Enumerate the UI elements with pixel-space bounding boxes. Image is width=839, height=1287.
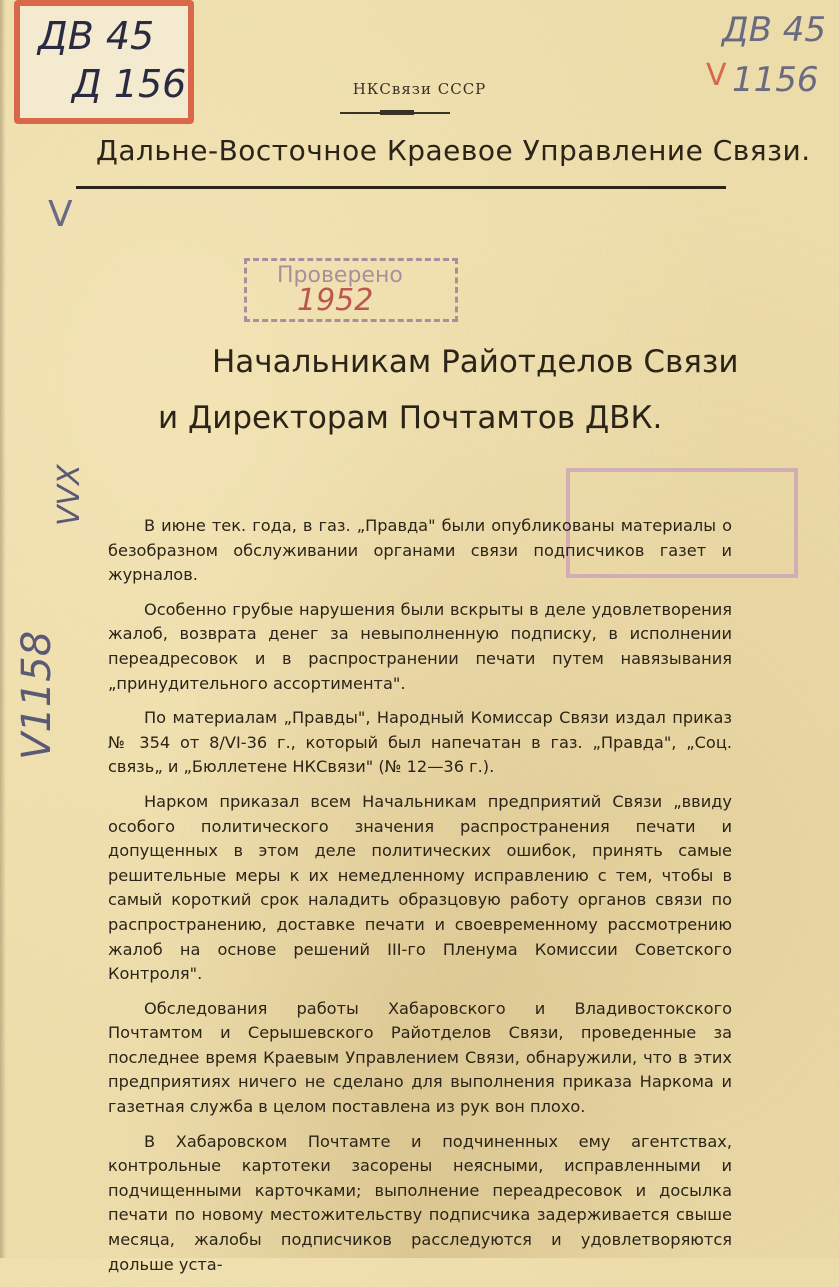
verification-stamp-year: 1952 [297,283,374,318]
header-rule [76,186,726,189]
address-line-1: Начальникам Райотделов Связи [212,344,739,380]
paragraph: Особенно грубые нарушения были вскрыты в деле удовлетворения жалоб, возврата денег за невыполненную подписку, в исполнении переадресовок и в распространении печати путем навязывания „принудительного ассортимента". [108,599,732,693]
document-body [108,514,732,1287]
margin-annotations [8,430,87,770]
archive-stamp-top-left [14,0,194,124]
check-mark-icon: V [706,58,727,93]
organization-name: НКСвязи СССР [352,80,487,98]
paragraph: Обследования работы Хабаровского и Владивостокского Почтамтом и Серышевского Райотделов Связи, проведенные за последнее время Краевым Управлением Связи, обнаружили, что в этих предприятиях ничего не сделано для выполнения приказа Наркома и газетная служба в целом поставлена из рук вон плохо. [108,998,732,1117]
archive-code-line1: ДВ 45 [38,14,155,58]
margin-note-marks: VVX [52,464,87,526]
verification-stamp [244,258,458,322]
ornamental-divider [340,112,450,114]
paragraph: В Хабаровском Почтамте и подчиненных ему агентствах, контрольные картотеки засорены неясными, исправленными и подчищенными карточками; выполнение переадресовок и досылка печати по новому местожительству подписчика задерживается свыше месяца, жалобы подписчиков расследуются и удовлетворяются дольше уста- [108,1131,732,1274]
page-edge-shadow [0,0,6,1258]
paragraph: По материалам „Правды", Народный Комиссар Связи издал приказ № 354 от 8/VI-36 г., который был напечатан в газ. „Правда", „Соц. связь„ и „Бюллетене НКСвязи" (№ 12—36 г.). [108,708,732,777]
archive-note-top-right-line1: ДВ 45 [722,10,826,50]
verification-stamp-text: Проверено [277,263,403,288]
address-line-2: и Директорам Почтамтов ДВК. [158,400,663,436]
department-title: Дальне-Восточное Краевое Управление Связи. [96,134,811,167]
paragraph: Нарком приказал всем Начальникам предприятий Связи „ввиду особого политического значения распространения печати и допущенных в этом деле политических ошибок, принять самые решительные меры к их немедленному исправлению с тем, чтобы в самый короткий срок наладить образцовую работу органов связи по распространению, доставке печати и своевременному рассмотрению жалоб на основе решений III-го Пленума Комиссии Советского Контроля". [108,791,732,984]
margin-note-catalog: V1158 [14,630,60,760]
paragraph: В июне тек. года, в газ. „Правда" были опубликованы материалы о безобразном обслуживании органами связи подписчиков газет и журналов. [108,516,732,585]
archive-code-line2: Д 156 [72,62,187,106]
margin-check-icon: V [48,194,73,235]
archive-note-top-right-line2: 1156 [732,60,819,100]
